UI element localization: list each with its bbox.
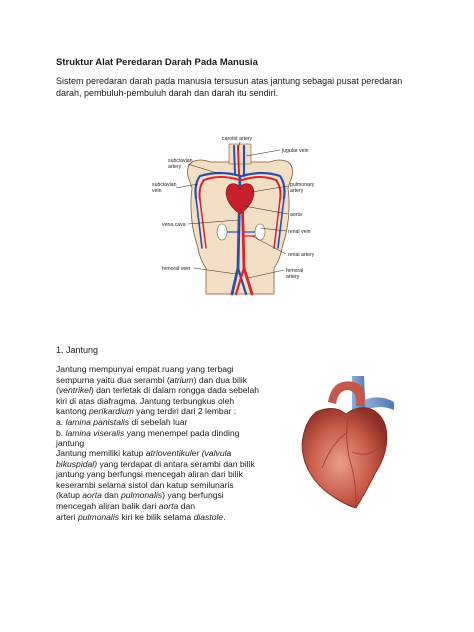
paragraph-line: jantung yang berfungsi mencegah aliran dari bilik [56, 469, 243, 480]
paragraph-line [56, 385, 296, 396]
intro-paragraph [56, 75, 436, 99]
text-segment: (katup [56, 490, 83, 501]
intro-line: Sistem peredaran darah pada manusia tersusun atas jantung sebagai pusat peredaran [56, 76, 403, 86]
italic-term: lamina viseralis [65, 427, 125, 438]
italic-term: ventrikel [58, 385, 91, 396]
italic-term: diastole [193, 511, 224, 522]
text-segment: . [223, 511, 226, 522]
label-subclavian-vein: vein [152, 188, 162, 194]
paragraph-line: Jantung mempunyai empat ruang yang terbagi [56, 364, 234, 374]
italic-term: perikardium [88, 406, 134, 417]
paragraph-line [56, 428, 296, 439]
italic-term: atrium [169, 374, 194, 385]
label-vena-cava: vena cava [162, 222, 186, 228]
text-segment: kiri ke bilik selama [119, 511, 194, 522]
neck [229, 144, 251, 164]
text-segment: yang terdiri dari 2 lembar : [133, 406, 237, 417]
label-subclavian-vein: subclavian [152, 182, 177, 188]
italic-term: bikuspidal) [56, 458, 98, 469]
paragraph-line [56, 459, 296, 470]
paragraph-line [56, 512, 296, 523]
jantung-paragraph-2 [56, 448, 296, 522]
label-subclavian-artery: artery [168, 164, 182, 170]
italic-term: pulmonalis [121, 490, 163, 501]
carotid-artery [238, 146, 239, 174]
paragraph-line [56, 406, 296, 417]
circulatory-system-illustration [140, 128, 340, 300]
paragraph-line: keserambi selama sistol dan katup semilunaris [56, 479, 234, 490]
italic-term: aorta [158, 500, 179, 511]
text-segment: sempurna yaitu dua serambi ( [56, 374, 170, 385]
text-segment: arteri [56, 511, 78, 522]
paragraph-line [56, 375, 296, 386]
heart-illustration [294, 372, 398, 510]
heart-body [302, 408, 387, 508]
text-segment: ( [56, 385, 59, 396]
label-pulmonary-artery: pulmonary [290, 182, 315, 188]
text-segment: ) dan terletak di dalam rongga dada sebelah [90, 385, 260, 396]
text-segment: ) dan dua bilik [193, 374, 248, 385]
text-segment: dan [178, 500, 196, 511]
italic-term: lamina panistalis [65, 416, 130, 427]
text-segment: a. [56, 416, 66, 427]
jugular-vein-left [234, 146, 235, 174]
label-jugular-vein: jugular vein [282, 148, 309, 154]
paragraph-line [56, 501, 296, 512]
text-segment: kantong [56, 406, 89, 417]
section-heading: 1. Jantung [56, 345, 99, 355]
intro-line: darah, pembuluh-pembuluh darah dan darah itu sendiri. [56, 88, 279, 98]
label-aorta: aorta [290, 212, 302, 218]
text-segment: mencegah aliran balik dari [56, 500, 159, 511]
paragraph-line: jantung [56, 438, 85, 449]
label-carotid-artery: carotid artery [222, 136, 253, 142]
text-segment: ) yang berfungsi [162, 490, 224, 501]
paragraph-line [56, 490, 296, 501]
text-segment: di sebelah luar [129, 416, 188, 427]
italic-term: aorta [82, 490, 102, 501]
italic-term: atrioventikuler (valvula [145, 448, 232, 458]
label-femoral-artery: artery [286, 274, 300, 280]
text-segment: yang menempel pada dinding [124, 427, 240, 438]
label-femoral-artery: femoral [286, 268, 304, 274]
page-title: Struktur Alat Peredaran Darah Pada Manusia [56, 57, 258, 68]
jantung-paragraph-1 [56, 364, 296, 449]
label-femoral-vein: femoral vein [162, 266, 191, 272]
text-segment: yang terdapat di antara serambi dan bilik [97, 458, 255, 469]
text-segment: b. [56, 427, 66, 438]
paragraph-line: kiri di atas diafragma. Jantung terbungkus oleh [56, 395, 235, 406]
label-pulmonary-artery: artery [290, 188, 304, 194]
label-renal-artery: renal artery [288, 252, 315, 258]
paragraph-line [56, 417, 296, 428]
text-segment: Jantung memiliki katup [56, 448, 146, 458]
kidney-right [255, 224, 265, 240]
kidney-left [217, 224, 227, 240]
paragraph-line [56, 448, 296, 459]
label-subclavian-artery: subclavian [168, 158, 193, 164]
aortic-arch [328, 381, 365, 406]
text-segment: dan [101, 490, 121, 501]
italic-term: pulmonalis [77, 511, 120, 522]
label-renal-vein: renal vein [288, 229, 311, 235]
